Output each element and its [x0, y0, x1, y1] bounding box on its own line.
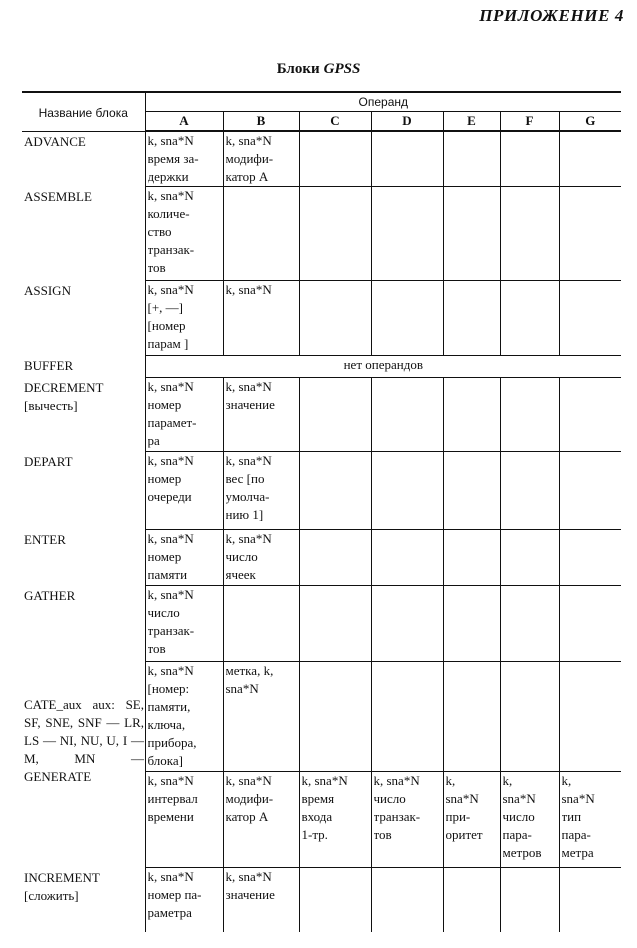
operand-d-cell	[371, 281, 443, 356]
operand-text: модифи-	[225, 791, 274, 806]
column-header-b: B	[223, 112, 299, 132]
block-name	[22, 378, 145, 452]
no-operands-cell: нет операндов	[145, 356, 621, 378]
operand-text: k,	[561, 773, 572, 788]
table-row	[22, 131, 621, 187]
block-name-translation: [вычесть]	[24, 397, 78, 413]
operand-text: количе-	[147, 206, 190, 221]
operand-b-cell	[223, 281, 299, 356]
operand-text: k,	[445, 773, 456, 788]
operand-e-cell	[443, 586, 500, 662]
operand-b-cell	[223, 530, 299, 586]
title-word: Блоки	[276, 61, 320, 77]
operand-text: время	[301, 791, 335, 806]
operand-e-cell	[443, 281, 500, 356]
block-name	[22, 530, 145, 586]
operand-text: раметра	[147, 905, 192, 920]
operand-text: sna*N	[502, 791, 536, 806]
operand-e-cell	[443, 662, 500, 772]
operand-text: катор А	[225, 809, 269, 824]
table-row	[22, 281, 621, 356]
operand-text: k, sna*N	[147, 453, 194, 468]
operand-text: тов	[147, 260, 166, 275]
operand-b-cell	[223, 662, 299, 772]
operand-text: номер	[147, 397, 182, 412]
operand-text: ячеек	[225, 567, 256, 582]
operand-text: k, sna*N	[373, 773, 420, 788]
block-name	[22, 356, 145, 378]
operand-e-cell	[443, 187, 500, 281]
operand-a-cell	[145, 131, 223, 187]
operand-text: k, sna*N	[225, 379, 272, 394]
operand-e-cell	[443, 131, 500, 187]
operand-text: k, sna*N	[147, 869, 194, 884]
column-header-c: C	[299, 112, 371, 132]
operand-text: метров	[502, 845, 542, 860]
operand-text: sna*N	[561, 791, 595, 806]
operand-text: нию 1]	[225, 507, 264, 522]
operand-text: k, sna*N	[301, 773, 348, 788]
operand-text: тов	[147, 641, 166, 656]
operand-text: номер	[147, 471, 182, 486]
operand-g-cell	[559, 586, 621, 662]
table-row	[22, 772, 621, 868]
operand-f-cell	[500, 586, 559, 662]
operand-d-cell	[371, 662, 443, 772]
block-name-text: ADVANCE	[24, 133, 86, 149]
operand-g-cell	[559, 281, 621, 356]
operand-text: времени	[147, 809, 194, 824]
operand-text: k, sna*N	[147, 663, 194, 678]
operand-text: оритет	[445, 827, 483, 842]
operand-d-cell	[371, 452, 443, 530]
operand-b-cell	[223, 378, 299, 452]
operand-text: k,	[502, 773, 513, 788]
operand-text: k, sna*N	[147, 587, 194, 602]
column-header-d: D	[371, 112, 443, 132]
operand-a-cell	[145, 452, 223, 530]
block-name	[22, 868, 145, 932]
operand-b-cell	[223, 772, 299, 868]
operand-e-cell	[443, 530, 500, 586]
operand-text: транзак-	[147, 242, 195, 257]
operand-text: [+, —]	[147, 300, 183, 315]
block-name	[22, 696, 145, 868]
block-name-text: DECREMENT	[24, 379, 104, 395]
page-title	[0, 61, 637, 78]
operand-text: число	[225, 549, 258, 564]
operand-text: парамет-	[147, 415, 197, 430]
operand-text: sna*N	[445, 791, 479, 806]
operand-a-cell	[145, 772, 223, 868]
operand-text: тов	[373, 827, 392, 842]
operand-b-cell	[223, 586, 299, 662]
operand-text: памяти	[147, 567, 188, 582]
operand-text: транзак-	[373, 809, 421, 824]
block-name-text: ENTER	[24, 531, 66, 547]
block-name	[22, 452, 145, 530]
block-name-text: INCREMENT	[24, 869, 100, 885]
operand-f-cell	[500, 868, 559, 932]
block-name	[22, 586, 145, 662]
operand-text: значение	[225, 887, 275, 902]
operand-text: k, sna*N	[225, 869, 272, 884]
operand-c-cell	[299, 378, 371, 452]
operand-e-cell	[443, 378, 500, 452]
operand-c-cell	[299, 452, 371, 530]
operand-text: k, sna*N	[147, 188, 194, 203]
operand-text: блока]	[147, 753, 183, 768]
operand-f-cell	[500, 772, 559, 868]
operand-f-cell	[500, 452, 559, 530]
operand-text: k, sna*N	[225, 773, 272, 788]
block-name-text: DEPART	[24, 453, 73, 469]
operand-a-cell	[145, 187, 223, 281]
operand-text: время за-	[147, 151, 199, 166]
operand-b-cell	[223, 868, 299, 932]
block-name-text: GATHER	[24, 587, 76, 603]
operand-c-cell	[299, 772, 371, 868]
operand-text: входа	[301, 809, 333, 824]
operand-text: k, sna*N	[225, 453, 272, 468]
operand-g-cell	[559, 662, 621, 772]
block-name	[22, 281, 145, 356]
operand-text: тип	[561, 809, 582, 824]
operand-text: k, sna*N	[147, 282, 194, 297]
operand-text: k, sna*N	[225, 282, 272, 297]
operand-text: катор А	[225, 169, 269, 184]
operand-f-cell	[500, 187, 559, 281]
operand-d-cell	[371, 772, 443, 868]
operand-text: k, sna*N	[147, 379, 194, 394]
operand-g-cell	[559, 187, 621, 281]
operand-c-cell	[299, 868, 371, 932]
operand-f-cell	[500, 662, 559, 772]
block-name	[22, 187, 145, 281]
operand-text: номер	[147, 549, 182, 564]
operand-f-cell	[500, 281, 559, 356]
operand-text: sna*N	[225, 681, 259, 696]
gpss-blocks-table	[22, 91, 621, 932]
operand-text: интервал	[147, 791, 198, 806]
operand-c-cell	[299, 281, 371, 356]
operand-e-cell	[443, 772, 500, 868]
column-header-a: A	[145, 112, 223, 132]
operand-text: при-	[445, 809, 471, 824]
operand-text: ра	[147, 433, 160, 448]
operand-text: ство	[147, 224, 172, 239]
operand-text: пара-	[502, 827, 532, 842]
table-row	[22, 586, 621, 662]
operand-text: вес [по	[225, 471, 265, 486]
block-name-header: Название блока	[22, 92, 145, 131]
block-name	[22, 131, 145, 187]
operand-f-cell	[500, 131, 559, 187]
title-gpss: GPSS	[323, 61, 361, 77]
operand-d-cell	[371, 530, 443, 586]
table-row	[22, 452, 621, 530]
operand-text: парам ]	[147, 336, 189, 351]
operand-text: значение	[225, 397, 275, 412]
operand-c-cell	[299, 662, 371, 772]
operand-b-cell	[223, 131, 299, 187]
operand-text: k, sna*N	[147, 133, 194, 148]
operand-g-cell	[559, 530, 621, 586]
operand-text: метка, k,	[225, 663, 274, 678]
operand-text: число	[373, 791, 406, 806]
operand-a-cell	[145, 868, 223, 932]
operand-g-cell	[559, 772, 621, 868]
table-row	[22, 356, 621, 378]
operand-g-cell	[559, 131, 621, 187]
block-name-text: ASSEMBLE	[24, 188, 92, 204]
operand-text: пара-	[561, 827, 591, 842]
operand-text: k, sna*N	[225, 133, 272, 148]
operand-a-cell	[145, 281, 223, 356]
operand-a-cell	[145, 662, 223, 772]
operand-text: число	[502, 809, 535, 824]
operand-header: Операнд	[145, 92, 621, 112]
operand-g-cell	[559, 868, 621, 932]
operand-text: k, sna*N	[225, 531, 272, 546]
operand-d-cell	[371, 868, 443, 932]
operand-text: число	[147, 605, 180, 620]
operand-text: [номер:	[147, 681, 190, 696]
column-header-g: G	[559, 112, 621, 132]
operand-text: транзак-	[147, 623, 195, 638]
operand-text: номер па-	[147, 887, 202, 902]
block-name-text: ASSIGN	[24, 282, 71, 298]
table-row	[22, 530, 621, 586]
operand-e-cell	[443, 868, 500, 932]
table-row	[22, 187, 621, 281]
operand-f-cell	[500, 378, 559, 452]
block-name-text: CATE_aux aux: SE, SF, SNE, SNF — LR, LS — NI, NU, U, I — M, MN — GENERATE	[24, 696, 144, 784]
operand-b-cell	[223, 452, 299, 530]
table-row	[22, 868, 621, 932]
column-header-e: E	[443, 112, 500, 132]
operand-text: 1-тр.	[301, 827, 328, 842]
operand-a-cell	[145, 378, 223, 452]
operand-e-cell	[443, 452, 500, 530]
block-name-translation: [сложить]	[24, 887, 79, 903]
operand-text: держки	[147, 169, 189, 184]
operand-f-cell	[500, 530, 559, 586]
operand-c-cell	[299, 187, 371, 281]
operand-c-cell	[299, 586, 371, 662]
operand-c-cell	[299, 530, 371, 586]
operand-c-cell	[299, 131, 371, 187]
appendix-label: ПРИЛОЖЕНИЕ 4	[479, 6, 624, 25]
operand-text: метра	[561, 845, 594, 860]
operand-text: [номер	[147, 318, 186, 333]
operand-text: прибора,	[147, 735, 197, 750]
column-header-f: F	[500, 112, 559, 132]
operand-d-cell	[371, 586, 443, 662]
operand-text: памяти,	[147, 699, 191, 714]
operand-g-cell	[559, 452, 621, 530]
operand-text: ключа,	[147, 717, 186, 732]
operand-d-cell	[371, 378, 443, 452]
operand-b-cell	[223, 187, 299, 281]
block-name-text: BUFFER	[24, 357, 74, 373]
operand-text: очереди	[147, 489, 192, 504]
operand-text: k, sna*N	[147, 531, 194, 546]
operand-text: k, sna*N	[147, 773, 194, 788]
operand-d-cell	[371, 187, 443, 281]
operand-text: умолча-	[225, 489, 270, 504]
table-row	[22, 378, 621, 452]
operand-text: модифи-	[225, 151, 274, 166]
operand-a-cell	[145, 586, 223, 662]
operand-g-cell	[559, 378, 621, 452]
operand-d-cell	[371, 131, 443, 187]
operand-a-cell	[145, 530, 223, 586]
